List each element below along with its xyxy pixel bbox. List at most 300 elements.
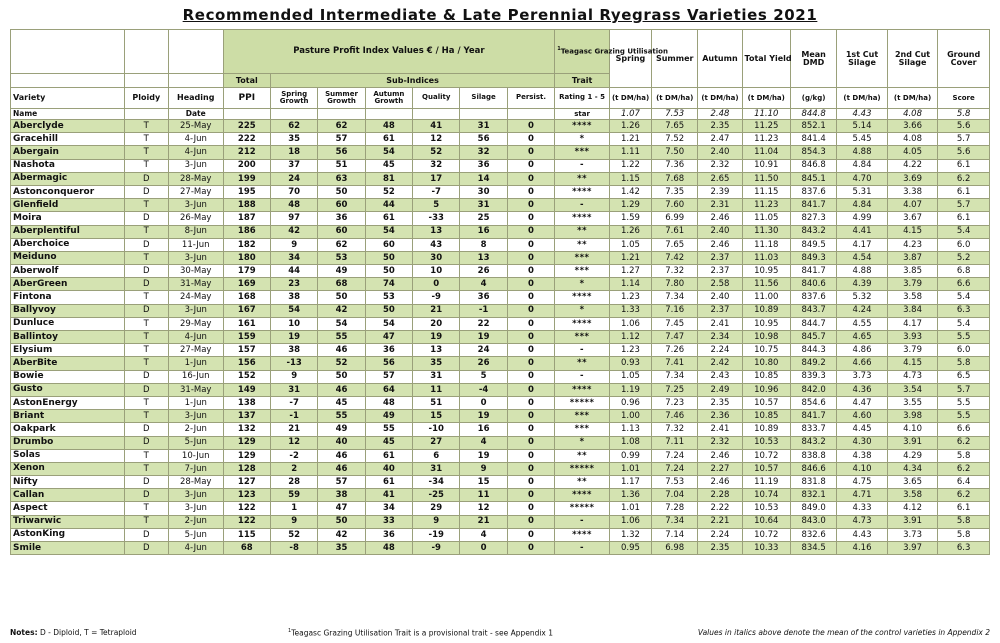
ground-cover: 6.4: [938, 476, 990, 489]
autumn-yield: 2.34: [698, 331, 742, 344]
spring-growth: 28: [270, 476, 317, 489]
total-yield: 10.57: [742, 396, 790, 409]
mean-dmd: 840.6: [790, 278, 836, 291]
header-unit-second-cut: (t DM/ha): [887, 88, 938, 109]
summer-growth: 36: [318, 212, 365, 225]
first-cut-silage: 4.70: [837, 172, 888, 185]
mean-dmd: 832.6: [790, 528, 836, 541]
grazing-utilisation-stars: ***: [555, 146, 610, 159]
autumn-yield: 2.47: [698, 133, 742, 146]
summer-yield: 7.11: [652, 436, 698, 449]
autumn-yield: 2.36: [698, 410, 742, 423]
heading-date: 31-May: [168, 278, 223, 291]
grazing-utilisation-stars: ***: [555, 423, 610, 436]
persistency: 0: [507, 383, 554, 396]
total-yield: 10.98: [742, 331, 790, 344]
silage: 21: [460, 515, 507, 528]
silage: 36: [460, 291, 507, 304]
heading-date: 29-May: [168, 317, 223, 330]
variety-name: Aberwolf: [11, 265, 125, 278]
first-cut-silage: 4.71: [837, 489, 888, 502]
grazing-utilisation-stars: **: [555, 357, 610, 370]
variety-name: Moira: [11, 212, 125, 225]
heading-date: 30-May: [168, 265, 223, 278]
summer-yield: 7.24: [652, 462, 698, 475]
grazing-utilisation-stars: **: [555, 449, 610, 462]
table-row: [11, 265, 990, 278]
second-cut-silage: 3.84: [887, 304, 938, 317]
mean-dmd: 839.3: [790, 370, 836, 383]
grazing-utilisation-stars: **: [555, 172, 610, 185]
ppi-total: 129: [223, 449, 270, 462]
ploidy: D: [124, 370, 168, 383]
variety-name: Fintona: [11, 291, 125, 304]
means-blank-4: [413, 109, 460, 120]
spring-growth: 31: [270, 383, 317, 396]
autumn-yield: 2.42: [698, 357, 742, 370]
variety-name: AberGreen: [11, 278, 125, 291]
total-yield: 10.72: [742, 449, 790, 462]
second-cut-silage: 3.91: [887, 515, 938, 528]
autumn-yield: 2.35: [698, 120, 742, 133]
ground-cover: 5.5: [938, 396, 990, 409]
ground-cover: 5.6: [938, 146, 990, 159]
autumn-growth: 34: [365, 502, 412, 515]
grazing-utilisation-stars: ****: [555, 317, 610, 330]
table-row: [11, 423, 990, 436]
table-row: [11, 304, 990, 317]
heading-date: 26-May: [168, 212, 223, 225]
summer-yield: 7.68: [652, 172, 698, 185]
spring-growth: 52: [270, 528, 317, 541]
summer-yield: 7.65: [652, 238, 698, 251]
first-cut-silage: 4.10: [837, 462, 888, 475]
header-sub-indices: Sub-Indices: [270, 74, 554, 88]
persistency: 0: [507, 304, 554, 317]
total-yield: 11.15: [742, 185, 790, 198]
autumn-yield: 2.28: [698, 489, 742, 502]
table-row: [11, 528, 990, 541]
quality: -34: [413, 476, 460, 489]
summer-growth: 46: [318, 462, 365, 475]
autumn-growth: 64: [365, 383, 412, 396]
persistency: 0: [507, 225, 554, 238]
autumn-growth: 44: [365, 199, 412, 212]
second-cut-silage: 3.58: [887, 489, 938, 502]
spring-yield: 1.17: [609, 476, 651, 489]
summer-growth: 56: [318, 146, 365, 159]
persistency: 0: [507, 489, 554, 502]
first-cut-silage: 3.73: [837, 370, 888, 383]
ground-cover: 5.8: [938, 515, 990, 528]
first-cut-silage: 4.16: [837, 542, 888, 555]
header-ppi: PPI: [223, 88, 270, 109]
variety-name: Gusto: [11, 383, 125, 396]
silage: 8: [460, 238, 507, 251]
quality: 31: [413, 370, 460, 383]
quality: 19: [413, 331, 460, 344]
mean-spring: 1.07: [609, 109, 651, 120]
second-cut-silage: 4.08: [887, 133, 938, 146]
first-cut-silage: 4.84: [837, 199, 888, 212]
ppi-total: 137: [223, 410, 270, 423]
header-ground-cover: Ground Cover: [938, 30, 990, 88]
mean-dmd: 843.2: [790, 436, 836, 449]
silage: 5: [460, 370, 507, 383]
ploidy: T: [124, 133, 168, 146]
total-yield: 10.72: [742, 528, 790, 541]
total-yield: 10.85: [742, 370, 790, 383]
quality: 27: [413, 436, 460, 449]
mean-dmd: 845.1: [790, 172, 836, 185]
summer-growth: 35: [318, 542, 365, 555]
grazing-utilisation-stars: ***: [555, 331, 610, 344]
persistency: 0: [507, 436, 554, 449]
summer-growth: 62: [318, 120, 365, 133]
header-first-cut: 1st Cut Silage: [837, 30, 888, 88]
heading-date: 3-Jun: [168, 304, 223, 317]
heading-date: 4-Jun: [168, 133, 223, 146]
mean-dmd: 852.1: [790, 120, 836, 133]
spring-yield: 0.96: [609, 396, 651, 409]
total-yield: 11.05: [742, 212, 790, 225]
table-row: [11, 278, 990, 291]
quality: 15: [413, 410, 460, 423]
first-cut-silage: 4.24: [837, 304, 888, 317]
ppi-total: 159: [223, 331, 270, 344]
mean-dmd: 849.5: [790, 238, 836, 251]
spring-yield: 1.27: [609, 265, 651, 278]
spring-yield: 1.29: [609, 199, 651, 212]
persistency: 0: [507, 278, 554, 291]
summer-yield: 7.52: [652, 133, 698, 146]
grazing-utilisation-stars: ***: [555, 251, 610, 264]
summer-growth: 62: [318, 238, 365, 251]
ppi-total: 138: [223, 396, 270, 409]
spring-growth: 23: [270, 278, 317, 291]
silage: 31: [460, 199, 507, 212]
mean-dmd: 846.6: [790, 462, 836, 475]
table-row: [11, 370, 990, 383]
mean-dmd: 833.7: [790, 423, 836, 436]
grazing-utilisation-stars: -: [555, 344, 610, 357]
variety-name: Aberclyde: [11, 120, 125, 133]
silage: 0: [460, 542, 507, 555]
total-yield: 10.33: [742, 542, 790, 555]
second-cut-silage: 3.66: [887, 120, 938, 133]
silage: 16: [460, 225, 507, 238]
summer-growth: 42: [318, 304, 365, 317]
autumn-growth: 36: [365, 344, 412, 357]
quality: -10: [413, 423, 460, 436]
spring-yield: 1.00: [609, 410, 651, 423]
total-yield: 10.80: [742, 357, 790, 370]
spring-growth: 38: [270, 291, 317, 304]
total-yield: 10.91: [742, 159, 790, 172]
autumn-growth: 41: [365, 489, 412, 502]
autumn-growth: 48: [365, 120, 412, 133]
ploidy: D: [124, 304, 168, 317]
heading-date: 28-May: [168, 476, 223, 489]
spring-yield: 1.32: [609, 528, 651, 541]
spring-yield: 1.06: [609, 317, 651, 330]
ppi-total: 149: [223, 383, 270, 396]
ploidy: T: [124, 357, 168, 370]
ppi-total: 169: [223, 278, 270, 291]
second-cut-silage: 4.22: [887, 159, 938, 172]
autumn-growth: 48: [365, 542, 412, 555]
ploidy: T: [124, 146, 168, 159]
mean-dmd: 837.6: [790, 291, 836, 304]
variety-name: AstonKing: [11, 528, 125, 541]
persistency: 0: [507, 423, 554, 436]
summer-growth: 60: [318, 225, 365, 238]
heading-date: 3-Jun: [168, 489, 223, 502]
grazing-utilisation-stars: *****: [555, 396, 610, 409]
autumn-yield: 2.43: [698, 370, 742, 383]
ground-cover: 6.0: [938, 238, 990, 251]
table-row: [11, 251, 990, 264]
total-yield: 11.56: [742, 278, 790, 291]
first-cut-silage: 4.88: [837, 265, 888, 278]
ppi-total: 161: [223, 317, 270, 330]
summer-yield: 7.16: [652, 304, 698, 317]
ground-cover: 6.5: [938, 370, 990, 383]
autumn-growth: 55: [365, 423, 412, 436]
table-row: [11, 159, 990, 172]
autumn-growth: 56: [365, 357, 412, 370]
silage: 4: [460, 278, 507, 291]
header-variety: Variety: [11, 88, 125, 109]
ppi-total: 152: [223, 370, 270, 383]
mean-dmd: 842.0: [790, 383, 836, 396]
autumn-growth: 52: [365, 185, 412, 198]
spring-yield: 1.23: [609, 291, 651, 304]
heading-date: 16-Jun: [168, 370, 223, 383]
summer-yield: 7.65: [652, 120, 698, 133]
spring-growth: 38: [270, 344, 317, 357]
mean-dmd: 837.6: [790, 185, 836, 198]
means-blank-2: [318, 109, 365, 120]
ploidy: T: [124, 515, 168, 528]
variety-name: AstonEnergy: [11, 396, 125, 409]
autumn-yield: 2.49: [698, 383, 742, 396]
mean-dmd: 838.8: [790, 449, 836, 462]
autumn-yield: 2.31: [698, 199, 742, 212]
spring-yield: 1.23: [609, 344, 651, 357]
summer-growth: 53: [318, 251, 365, 264]
mean-summer: 7.53: [652, 109, 698, 120]
grazing-utilisation-stars: -: [555, 199, 610, 212]
ploidy: D: [124, 265, 168, 278]
persistency: 0: [507, 410, 554, 423]
autumn-yield: 2.35: [698, 396, 742, 409]
total-yield: 10.95: [742, 317, 790, 330]
grazing-utilisation-stars: -: [555, 515, 610, 528]
persistency: 0: [507, 265, 554, 278]
first-cut-silage: 5.32: [837, 291, 888, 304]
autumn-yield: 2.24: [698, 344, 742, 357]
autumn-yield: 2.40: [698, 146, 742, 159]
silage: 19: [460, 410, 507, 423]
ground-cover: 5.8: [938, 357, 990, 370]
ppi-total: 129: [223, 436, 270, 449]
autumn-growth: 48: [365, 396, 412, 409]
summer-growth: 50: [318, 370, 365, 383]
mean-autumn: 2.48: [698, 109, 742, 120]
silage: 30: [460, 185, 507, 198]
header-autumn-growth: Autumn Growth: [365, 88, 412, 109]
quality: -7: [413, 185, 460, 198]
autumn-yield: 2.40: [698, 225, 742, 238]
ppi-total: 115: [223, 528, 270, 541]
variety-name: Elysium: [11, 344, 125, 357]
total-yield: 11.03: [742, 251, 790, 264]
grazing-utilisation-stars: ****: [555, 383, 610, 396]
ploidy: D: [124, 278, 168, 291]
ppi-total: 186: [223, 225, 270, 238]
heading-date: 27-May: [168, 344, 223, 357]
table-row: [11, 396, 990, 409]
table-row: [11, 331, 990, 344]
variety-name: Solas: [11, 449, 125, 462]
means-blank-6: [507, 109, 554, 120]
table-row: [11, 291, 990, 304]
header-blank-5: [124, 74, 168, 88]
summer-yield: 7.42: [652, 251, 698, 264]
variety-name: Ballintoy: [11, 331, 125, 344]
heading-date: 3-Jun: [168, 251, 223, 264]
grazing-utilisation-stars: *****: [555, 462, 610, 475]
autumn-yield: 2.27: [698, 462, 742, 475]
autumn-yield: 2.24: [698, 528, 742, 541]
spring-yield: 0.99: [609, 449, 651, 462]
table-row: [11, 410, 990, 423]
spring-yield: 1.15: [609, 172, 651, 185]
spring-yield: 0.93: [609, 357, 651, 370]
heading-date: 28-May: [168, 172, 223, 185]
header-unit-spring: (t DM/ha): [609, 88, 651, 109]
grazing-utilisation-stars: ****: [555, 212, 610, 225]
autumn-yield: 2.37: [698, 265, 742, 278]
autumn-yield: 2.40: [698, 291, 742, 304]
silage: 25: [460, 212, 507, 225]
quality: 41: [413, 120, 460, 133]
persistency: 0: [507, 199, 554, 212]
spring-growth: 9: [270, 370, 317, 383]
persistency: 0: [507, 396, 554, 409]
header-ploidy: Ploidy: [124, 88, 168, 109]
grazing-utilisation-stars: ***: [555, 265, 610, 278]
autumn-yield: 2.46: [698, 238, 742, 251]
ground-cover: 5.7: [938, 133, 990, 146]
mean-dmd: 854.6: [790, 396, 836, 409]
total-yield: 10.89: [742, 304, 790, 317]
second-cut-silage: 3.85: [887, 265, 938, 278]
second-cut-silage: 3.73: [887, 528, 938, 541]
summer-growth: 47: [318, 502, 365, 515]
spring-growth: -7: [270, 396, 317, 409]
autumn-yield: 2.35: [698, 542, 742, 555]
ground-cover: 6.6: [938, 278, 990, 291]
first-cut-silage: 4.55: [837, 317, 888, 330]
silage: 16: [460, 423, 507, 436]
spring-growth: 34: [270, 251, 317, 264]
mean-dmd: 843.7: [790, 304, 836, 317]
summer-growth: 42: [318, 528, 365, 541]
heading-date: 24-May: [168, 291, 223, 304]
silage: 26: [460, 265, 507, 278]
second-cut-silage: 3.98: [887, 410, 938, 423]
variety-name: Drumbo: [11, 436, 125, 449]
ground-cover: 5.2: [938, 251, 990, 264]
ploidy: D: [124, 383, 168, 396]
summer-growth: 68: [318, 278, 365, 291]
variety-name: Dunluce: [11, 317, 125, 330]
varieties-body: [11, 120, 990, 555]
spring-yield: 1.06: [609, 515, 651, 528]
second-cut-silage: 3.58: [887, 291, 938, 304]
second-cut-silage: 3.54: [887, 383, 938, 396]
ploidy: D: [124, 185, 168, 198]
quality: 13: [413, 344, 460, 357]
total-yield: 11.25: [742, 120, 790, 133]
first-cut-silage: 4.60: [837, 410, 888, 423]
grazing-utilisation-stars: *: [555, 133, 610, 146]
ground-cover: 5.4: [938, 317, 990, 330]
quality: 35: [413, 357, 460, 370]
second-cut-silage: 4.34: [887, 462, 938, 475]
total-yield: 11.19: [742, 476, 790, 489]
ploidy: D: [124, 172, 168, 185]
persistency: 0: [507, 185, 554, 198]
control-means-row: [11, 109, 990, 120]
mean-dmd: 846.8: [790, 159, 836, 172]
spring-yield: 1.21: [609, 251, 651, 264]
second-cut-silage: 4.07: [887, 199, 938, 212]
first-cut-silage: 4.30: [837, 436, 888, 449]
mean-dmd: 832.1: [790, 489, 836, 502]
header-unit-total: (t DM/ha): [742, 88, 790, 109]
persistency: 0: [507, 159, 554, 172]
header-score: Score: [938, 88, 990, 109]
total-yield: 10.95: [742, 265, 790, 278]
ppi-total: 68: [223, 542, 270, 555]
header-blank-4: [11, 74, 125, 88]
spring-yield: 1.05: [609, 370, 651, 383]
first-cut-silage: 4.84: [837, 159, 888, 172]
spring-yield: 1.19: [609, 383, 651, 396]
autumn-yield: 2.41: [698, 423, 742, 436]
ground-cover: 6.8: [938, 265, 990, 278]
means-blank-1: [270, 109, 317, 120]
ground-cover: 6.3: [938, 304, 990, 317]
ppi-total: 182: [223, 238, 270, 251]
variety-name: Aspect: [11, 502, 125, 515]
autumn-growth: 45: [365, 159, 412, 172]
autumn-growth: 81: [365, 172, 412, 185]
quality: 52: [413, 146, 460, 159]
summer-yield: 7.60: [652, 199, 698, 212]
heading-date: 11-Jun: [168, 238, 223, 251]
table-row: [11, 317, 990, 330]
autumn-growth: 45: [365, 436, 412, 449]
means-blank-ppi: [223, 109, 270, 120]
summer-yield: 7.34: [652, 370, 698, 383]
ppi-total: 156: [223, 357, 270, 370]
ppi-total: 132: [223, 423, 270, 436]
variety-name: Oakpark: [11, 423, 125, 436]
